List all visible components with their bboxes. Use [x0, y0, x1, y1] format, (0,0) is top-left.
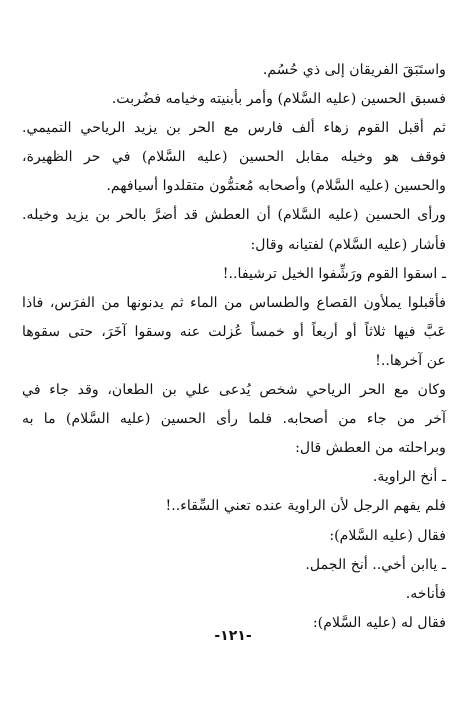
text-line-18: ـ ياابن أخي.. أنخ الجمل. — [305, 556, 446, 573]
page-number: -١٢١- — [214, 628, 252, 644]
text-line-10: عَبَّ فيها ثلاثاً أو أربعاً أو خمساً عُزلت عنه وسقوا آخَرَ، حتى سقوها — [22, 323, 446, 340]
text-line-4: فوقف هو وخيله مقابل الحسين (عليه السَّلام) في حر الظهيرة، — [22, 149, 446, 166]
text-line-13: آخر من جاء من أصحابه. فلما رأى الحسين (عليه السَّلام) ما به — [22, 411, 446, 428]
text-line-8: ـ اسقوا القوم ورَشِّفوا الخيل ترشيفا..! — [222, 265, 446, 282]
text-line-3: ثم أقبل القوم زهاء ألف فارس مع الحر بن يزيد الرياحي التميمي. — [22, 120, 446, 137]
text-line-9: فأقبلوا يملأون القصاع والطساس من الماء ثم يدنونها من الفرَس، فاذا — [22, 294, 446, 311]
text-line-7: فأشار (عليه السَّلام) لفتيانه وقال: — [250, 236, 446, 253]
text-line-16: فلم يفهم الرجل لأن الراوية عنده تعني السِّقاء..! — [165, 498, 446, 515]
text-line-5: والحسين (عليه السَّلام) وأصحابه مُعتمُّون متقلدوا أسيافهم. — [106, 178, 446, 195]
text-line-12: وكان مع الحر الرياحي شخص يُدعى علي بن الطعان، وقد جاء في — [22, 382, 446, 399]
text-line-6: ورأى الحسين (عليه السَّلام) أن العطش قد أضرَّ بالحر بن يزيد وخيله. — [22, 207, 446, 224]
text-line-1: واستَبَقَ الفريقان إلى ذي حُسُم. — [262, 62, 446, 78]
text-line-11: عن آخرها..! — [375, 352, 446, 369]
text-line-17: فقال (عليه السَّلام): — [329, 527, 446, 544]
page-body-text — [22, 56, 446, 638]
text-line-2: فسبق الحسين (عليه السَّلام) وأمر بأبنيته وخيامه فضُربت. — [111, 91, 446, 108]
text-line-14: وبراحلته من العطش قال: — [295, 440, 446, 457]
text-line-20: فقال له (عليه السَّلام): — [312, 614, 446, 631]
text-line-15: ـ أنخ الراوية. — [372, 469, 446, 486]
text-line-19: فأناخه. — [405, 585, 446, 602]
